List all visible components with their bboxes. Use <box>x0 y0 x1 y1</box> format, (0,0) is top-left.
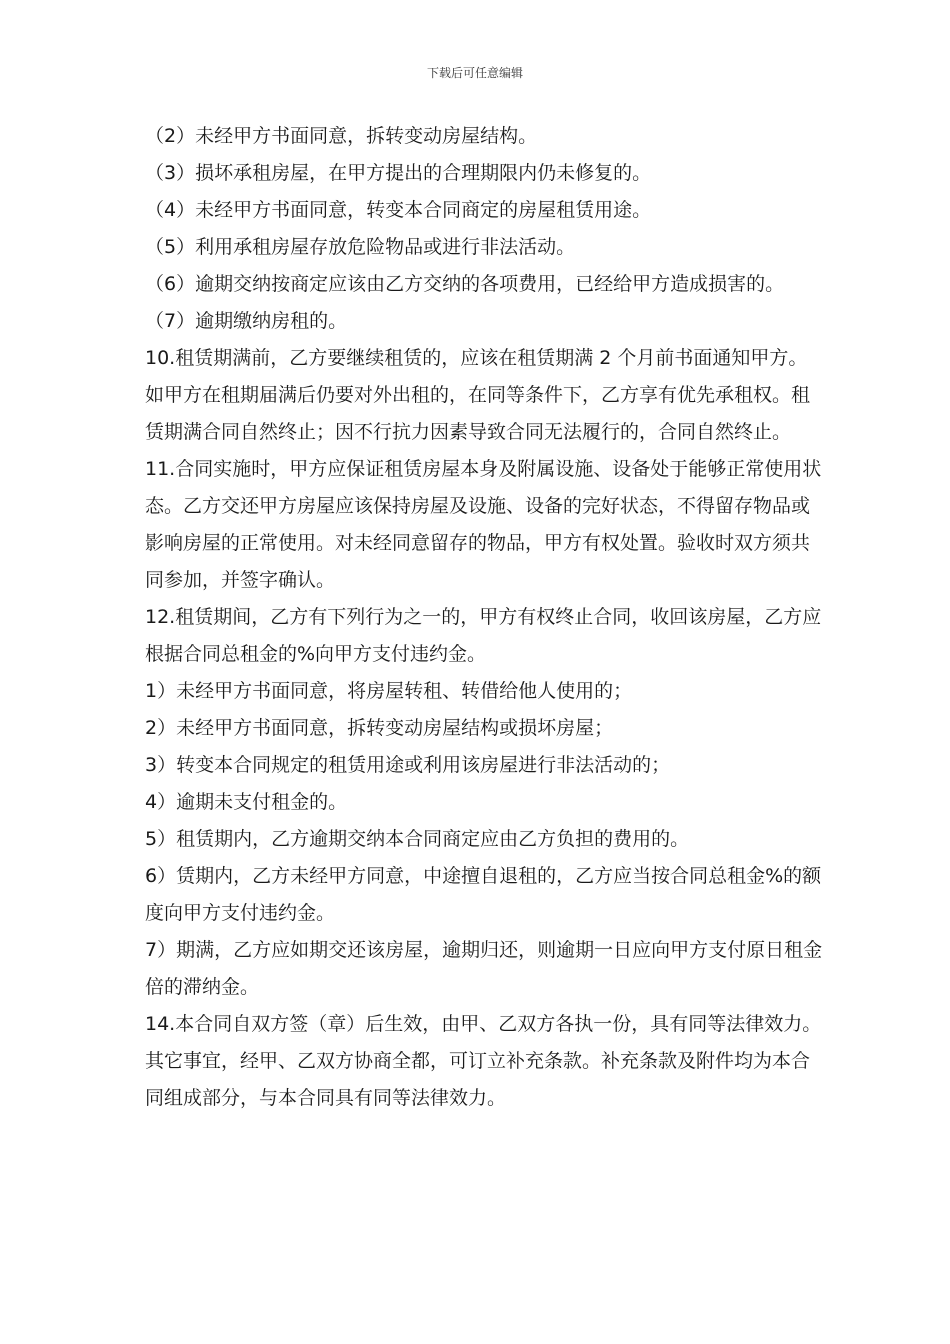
clause-14: 14.本合同自双方签（章）后生效，由甲、乙双方各执一份，具有同等法律效力。其它事宜，经甲、乙双方协商全都，可订立补充条款。补充条款及附件均为本合同组成部分，与本合同具有同等法律效力。 <box>145 1013 822 1109</box>
clause-12-item-5: 5）租赁期内，乙方逾期交纳本合同商定应由乙方负担的费用的。 <box>145 828 690 850</box>
clause-10: 10.租赁期满前，乙方要继续租赁的，应该在租赁期满 2 个月前书面通知甲方。如甲方在租期届满后仍要对外出租的，在同等条件下，乙方享有优先承租权。租赁期满合同自然终止；因不行抗力因素导致合同无法履行的，合同自然终止。 <box>145 347 811 443</box>
clause-12: 12.租赁期间，乙方有下列行为之一的，甲方有权终止合同，收回该房屋，乙方应根据合同总租金的%向甲方支付违约金。 <box>145 606 822 665</box>
clause-item-5: （5）利用承租房屋存放危险物品或进行非法活动。 <box>145 236 576 258</box>
clause-12-item-2: 2）未经甲方书面同意，拆转变动房屋结构或损坏房屋； <box>145 717 614 739</box>
clause-12-item-7: 7）期满，乙方应如期交还该房屋，逾期归还，则逾期一日应向甲方支付原日租金倍的滞纳金。 <box>145 939 823 998</box>
clause-12-item-3: 3）转变本合同规定的租赁用途或利用该房屋进行非法活动的； <box>145 754 671 776</box>
clause-item-3: （3）损坏承租房屋，在甲方提出的合理期限内仍未修复的。 <box>145 162 652 184</box>
clause-12-item-4: 4）逾期未支付租金的。 <box>145 791 348 813</box>
clause-item-6: （6）逾期交纳按商定应该由乙方交纳的各项费用，已经给甲方造成损害的。 <box>145 273 785 295</box>
clause-11: 11.合同实施时，甲方应保证租赁房屋本身及附属设施、设备处于能够正常使用状态。乙方交还甲方房屋应该保持房屋及设施、设备的完好状态，不得留存物品或影响房屋的正常使用。对未经同意留存的物品，甲方有权处置。验收时双方须共同参加，并签字确认。 <box>145 458 822 591</box>
clause-item-7: （7）逾期缴纳房租的。 <box>145 310 348 332</box>
page-header-note: 下载后可任意编辑 <box>426 66 523 80</box>
clause-item-4: （4）未经甲方书面同意，转变本合同商定的房屋租赁用途。 <box>145 199 652 221</box>
document-body <box>145 118 825 1117</box>
clause-12-item-6: 6）赁期内，乙方未经甲方同意，中途擅自退租的，乙方应当按合同总租金%的额度向甲方支付违约金。 <box>145 865 822 924</box>
clause-item-2: （2）未经甲方书面同意，拆转变动房屋结构。 <box>145 125 538 147</box>
clause-12-item-1: 1）未经甲方书面同意，将房屋转租、转借给他人使用的； <box>145 680 633 702</box>
